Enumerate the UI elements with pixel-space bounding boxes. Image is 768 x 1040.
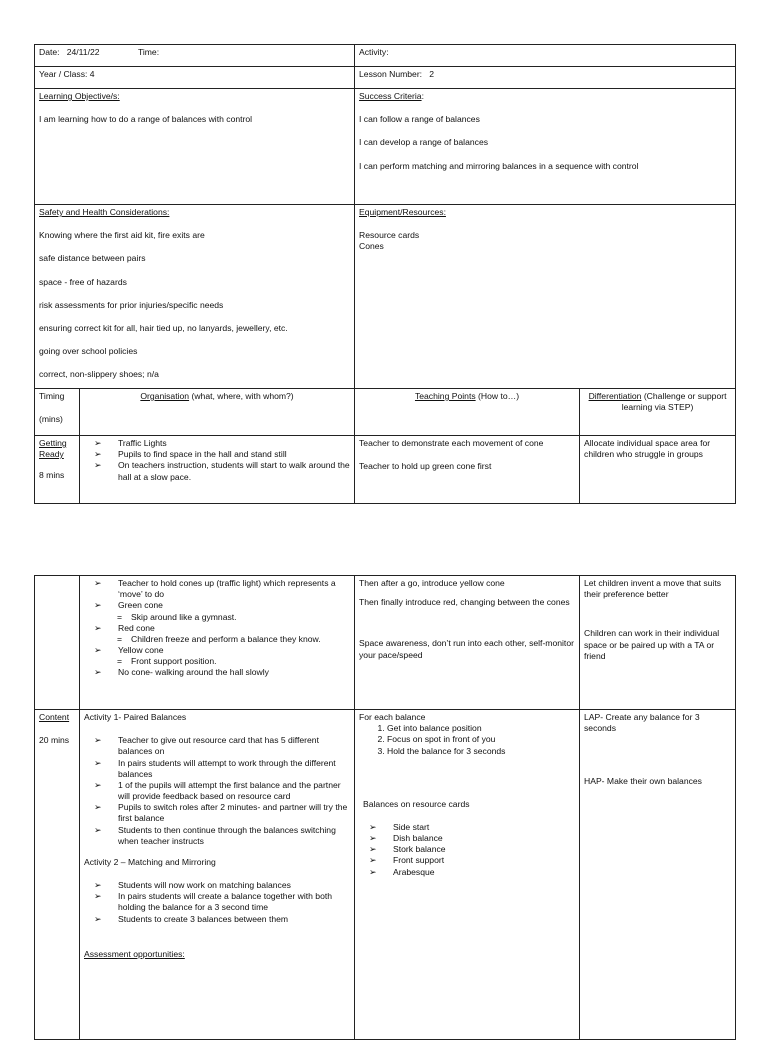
teaching-point: Teacher to demonstrate each movement of cone <box>359 438 544 448</box>
organisation-label: Organisation <box>140 391 190 401</box>
safety-item: Knowing where the first aid kit, fire exits are <box>39 230 205 241</box>
success-criterion: I can develop a range of balances <box>359 137 489 148</box>
getting-ready-differentiation <box>580 436 736 504</box>
balance-step: 1. Get into balance position <box>387 723 575 734</box>
success-criteria-heading: Success Criteria <box>359 91 422 101</box>
list-item: ➢ In pairs students will create a balance together with both holding the balance for a 3 second time <box>94 891 350 913</box>
date-value: 24/11/22 <box>66 47 100 57</box>
hap-text: HAP- Make their own balances <box>584 776 702 787</box>
list-item: ➢ Students will now work on matching balances <box>94 880 350 891</box>
balance-step: 3. Hold the balance for 3 seconds <box>387 746 575 757</box>
differentiation-text: Allocate individual space area for children who struggle in groups <box>584 438 711 460</box>
equipment-cell <box>355 205 736 389</box>
teaching-points-header <box>355 389 580 436</box>
teaching-point: Teacher to hold up green cone first <box>359 461 492 472</box>
content-differentiation <box>580 710 736 1040</box>
learning-objective-text: I am learning how to do a range of balances with control <box>39 114 253 125</box>
list-item: ➢ Students to create 3 balances between them <box>94 914 350 925</box>
time-label: Time: <box>137 47 160 57</box>
getting-ready-label: Ready <box>39 449 64 460</box>
safety-item: risk assessments for prior injuries/specific needs <box>39 299 224 310</box>
getting-ready-minutes: 8 mins <box>39 470 65 481</box>
learning-objectives-cell <box>35 89 355 205</box>
content-label: Content <box>39 712 70 722</box>
continuation-organisation <box>80 576 355 710</box>
lesson-plan-table-top <box>34 44 736 504</box>
getting-ready-label: Getting <box>39 438 67 448</box>
year-class-cell <box>35 67 355 89</box>
list-item: ➢ Teacher to hold cones up (traffic light) which represents a ‘move’ to do <box>94 578 350 600</box>
timing-label: Timing <box>39 391 65 401</box>
activity1-title: Activity 1- Paired Balances <box>84 712 187 722</box>
success-criteria-colon: : <box>421 91 424 101</box>
list-item: ➢ Teacher to give out resource card that has 5 different balances on <box>94 735 350 757</box>
date-time-cell <box>35 45 355 67</box>
assessment-heading: Assessment opportunities: <box>84 948 185 959</box>
balance-step: 2. Focus on spot in front of you <box>387 734 575 745</box>
getting-ready-organisation <box>80 436 355 504</box>
list-item: ➢ 1 of the pupils will attempt the first balance and the partner will provide feedback based on resource card <box>94 780 350 802</box>
teaching-points-label: Teaching Points <box>414 391 476 401</box>
lesson-plan-table-bottom <box>34 575 736 1040</box>
resource-card-item: ➢ Front support <box>369 855 575 866</box>
activity2-title: Activity 2 – Matching and Mirroring <box>84 856 216 867</box>
activity-cell <box>355 45 736 67</box>
content-timing <box>35 710 80 1040</box>
safety-item: ensuring correct kit for all, hair tied up, no lanyards, jewellery, etc. <box>39 322 288 333</box>
resource-cards-heading: Balances on resource cards <box>363 798 470 809</box>
equipment-item: Cones <box>359 241 384 252</box>
safety-heading: Safety and Health Considerations: <box>39 207 170 217</box>
date-label: Date: <box>39 47 60 57</box>
list-item: ➢ Pupils to find space in the hall and stand still <box>94 449 350 460</box>
list-item: ➢ Pupils to switch roles after 2 minutes- and partner will try the first balance <box>94 802 350 824</box>
timing-unit: (mins) <box>39 414 63 425</box>
list-item: ➢ No cone- walking around the hall slowly <box>94 667 350 678</box>
teaching-intro: For each balance <box>359 712 426 722</box>
organisation-suffix: (what, where, with whom?) <box>189 391 294 401</box>
teaching-point: Then after a go, introduce yellow cone <box>359 578 505 588</box>
lesson-number-label: Lesson Number: <box>359 69 423 79</box>
teaching-point: Then finally introduce red, changing between the cones <box>359 597 570 608</box>
success-criterion: I can perform matching and mirroring balances in a sequence with control <box>359 160 639 171</box>
content-minutes: 20 mins <box>39 735 70 746</box>
resource-card-item: ➢ Side start <box>369 822 575 833</box>
sub-item: = Front support position. <box>117 656 350 667</box>
differentiation-text: Let children invent a move that suits their preference better <box>584 578 722 600</box>
differentiation-suffix: (Challenge or support learning via STEP) <box>621 391 727 413</box>
content-organisation <box>80 710 355 1040</box>
list-item: ➢ Yellow cone <box>94 645 350 656</box>
content-teaching <box>355 710 580 1040</box>
differentiation-label: Differentiation <box>588 391 642 401</box>
teaching-point: Space awareness, don’t run into each other, self-monitor your pace/speed <box>359 638 574 660</box>
safety-item: going over school policies <box>39 346 138 357</box>
resource-card-item: ➢ Dish balance <box>369 833 575 844</box>
differentiation-header <box>580 389 736 436</box>
safety-item: correct, non-slippery shoes; n/a <box>39 369 159 380</box>
learning-objectives-heading: Learning Objective/s: <box>39 91 120 101</box>
continuation-differentiation <box>580 576 736 710</box>
list-item: ➢ Traffic Lights <box>94 438 350 449</box>
lap-text: LAP- Create any balance for 3 seconds <box>584 712 700 734</box>
list-item: ➢ Students to then continue through the balances switching when teacher instructs <box>94 825 350 847</box>
activity-label: Activity: <box>359 47 389 57</box>
resource-card-item: ➢ Arabesque <box>369 867 575 878</box>
year-class: Year / Class: 4 <box>39 69 95 79</box>
resource-card-item: ➢ Stork balance <box>369 844 575 855</box>
list-item: ➢ On teachers instruction, students will start to walk around the hall at a slow pace. <box>94 460 350 482</box>
differentiation-text: Children can work in their individual space or be paired up with a TA or friend <box>584 628 720 661</box>
sub-item: = Skip around like a gymnast. <box>117 612 350 623</box>
list-item: ➢ In pairs students will attempt to work through the different balances <box>94 758 350 780</box>
getting-ready-teaching <box>355 436 580 504</box>
continuation-timing <box>35 576 80 710</box>
equipment-item: Resource cards <box>359 230 420 241</box>
success-criteria-cell <box>355 89 736 205</box>
list-item: ➢ Green cone <box>94 600 350 611</box>
success-criterion: I can follow a range of balances <box>359 114 480 125</box>
equipment-heading: Equipment/Resources: <box>359 207 446 217</box>
list-item: ➢ Red cone <box>94 623 350 634</box>
safety-item: safe distance between pairs <box>39 253 146 264</box>
teaching-points-suffix: (How to…) <box>475 391 520 401</box>
timing-header <box>35 389 80 436</box>
getting-ready-timing <box>35 436 80 504</box>
safety-item: space - free of hazards <box>39 276 127 287</box>
organisation-header <box>80 389 355 436</box>
safety-cell <box>35 205 355 389</box>
lesson-number-value: 2 <box>429 69 435 79</box>
lesson-number-cell <box>355 67 736 89</box>
continuation-teaching <box>355 576 580 710</box>
sub-item: = Children freeze and perform a balance they know. <box>117 634 350 645</box>
